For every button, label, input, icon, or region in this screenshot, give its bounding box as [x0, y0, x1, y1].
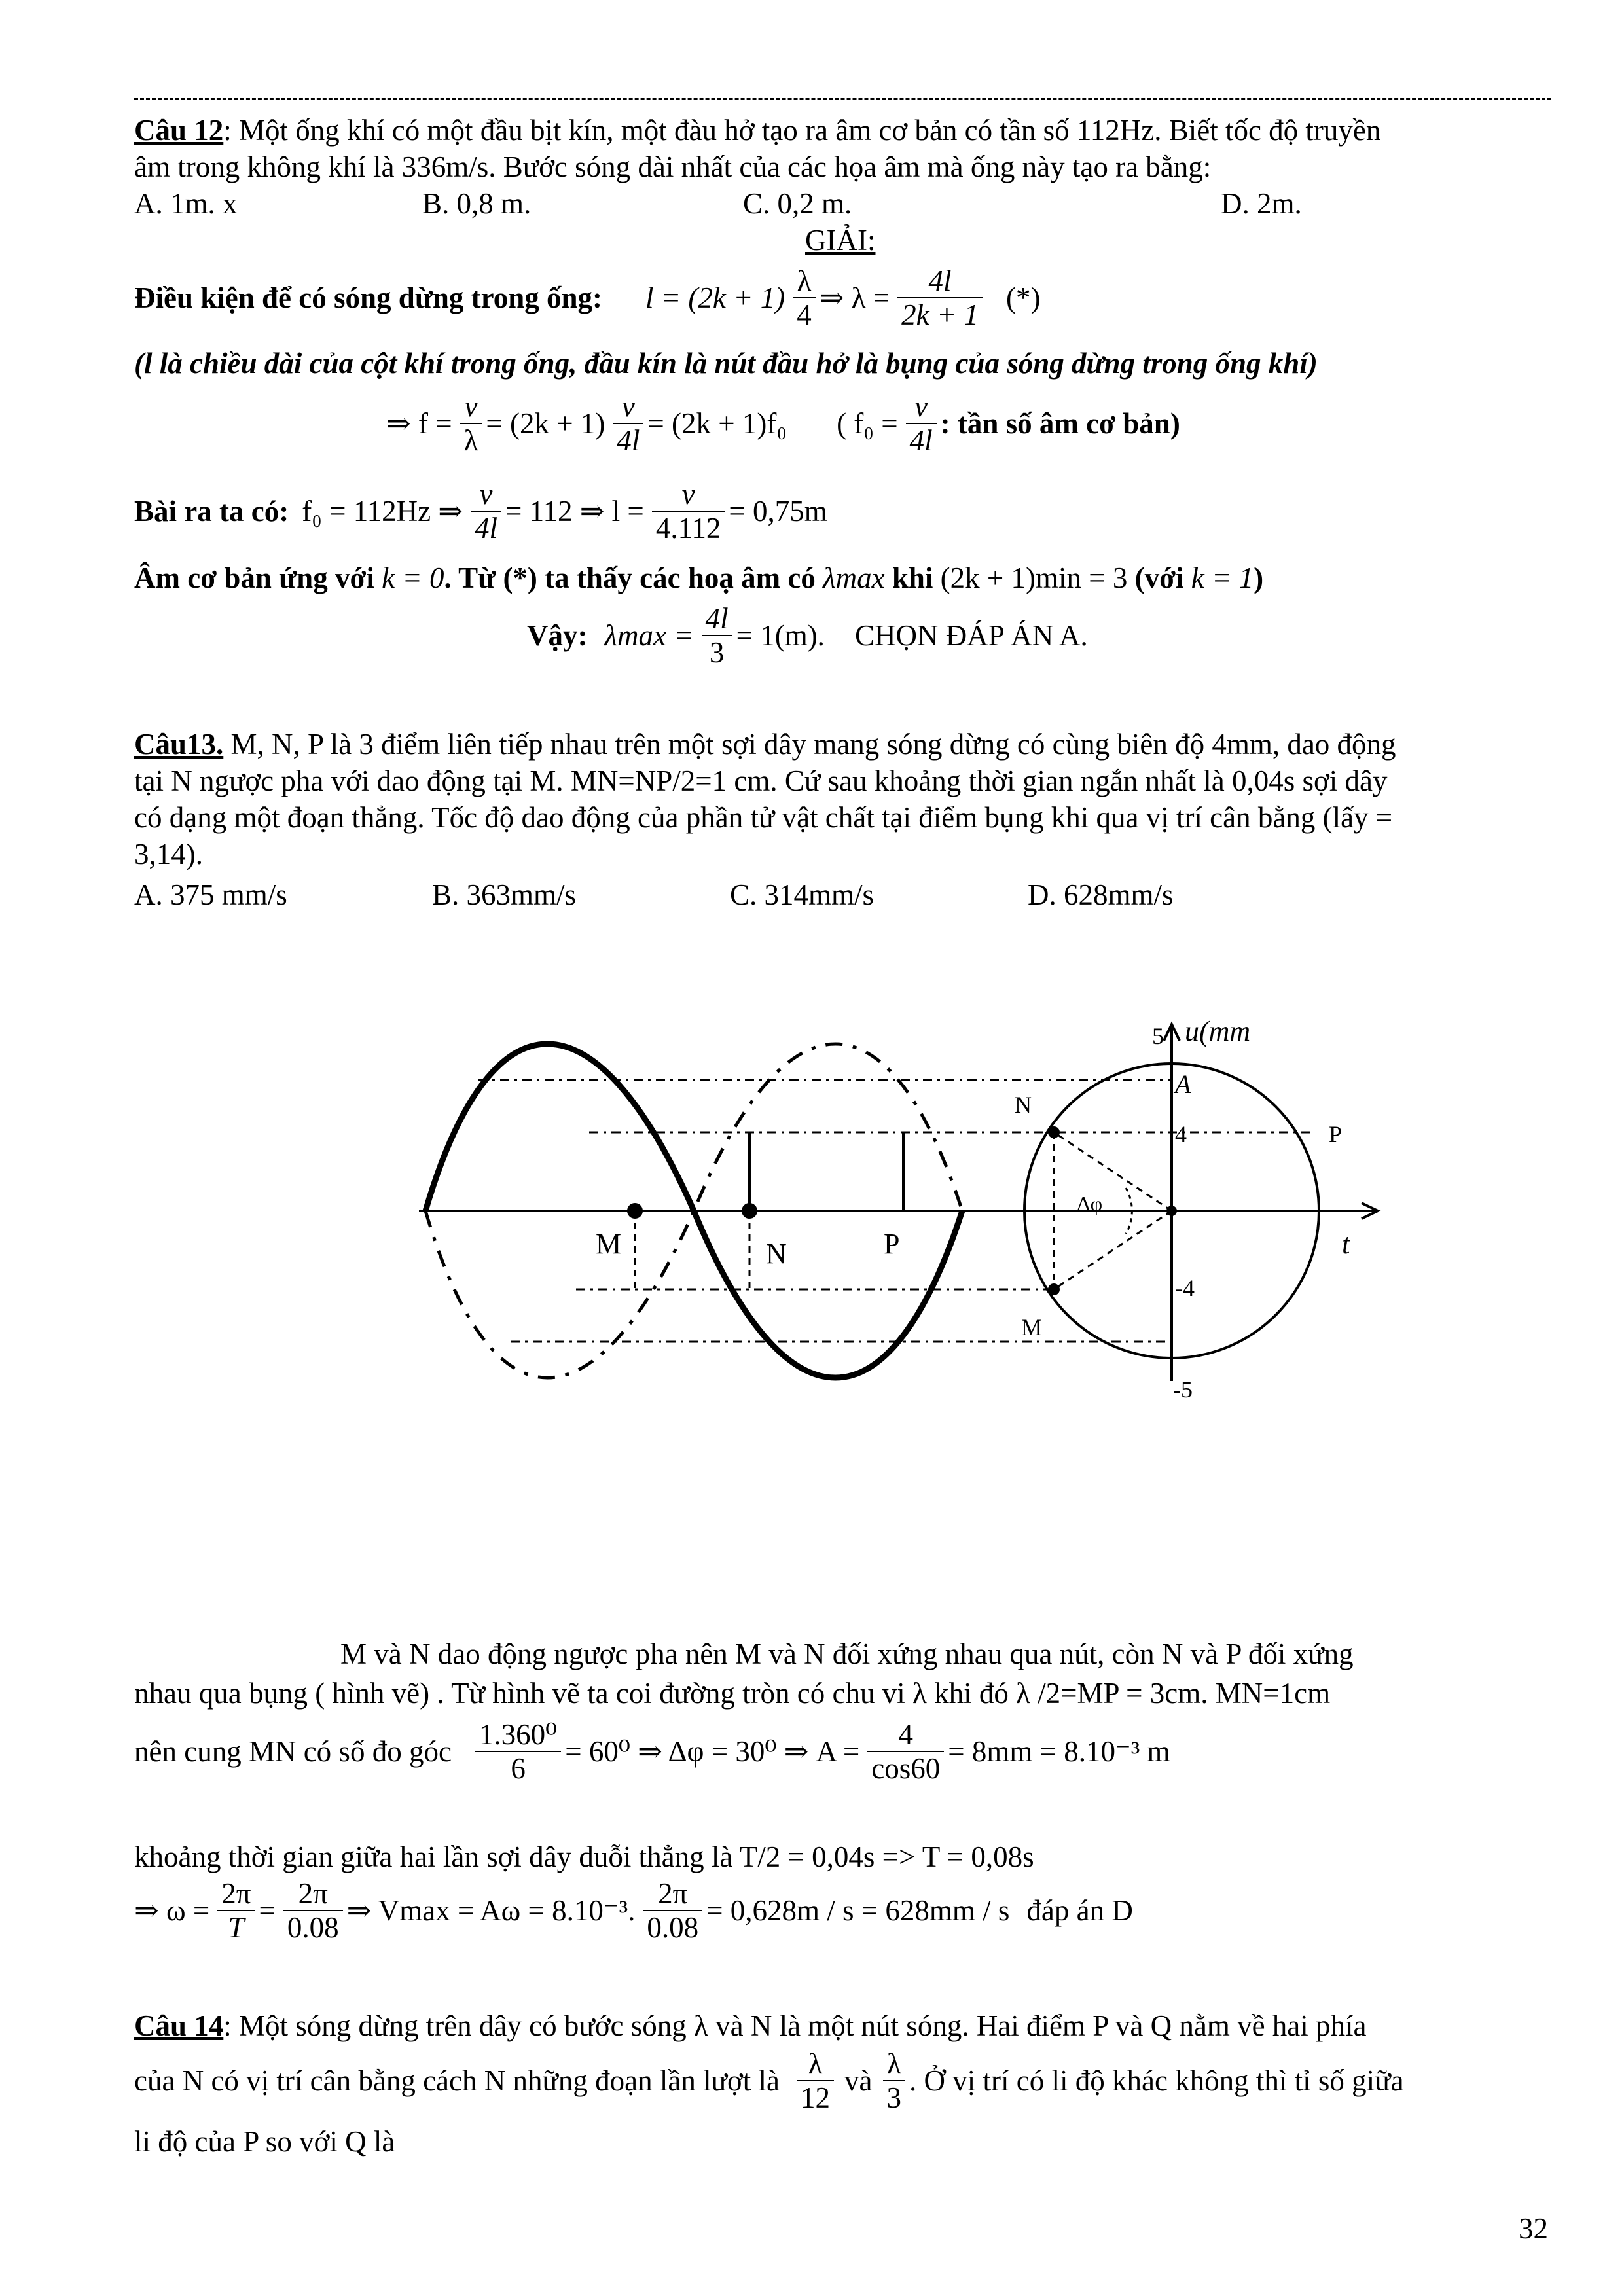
num: v [613, 390, 643, 424]
den: 4.112 [655, 512, 721, 545]
den: 0.08 [287, 1911, 339, 1944]
radius-n [1054, 1132, 1172, 1211]
circle-point-n [1048, 1126, 1060, 1138]
q13-option-a: A. 375 mm/s [134, 878, 287, 911]
circle-point-m [1048, 1283, 1060, 1295]
q12-chon: CHỌN ĐÁP ÁN A. [854, 619, 1088, 652]
den: T [228, 1911, 245, 1944]
label-t: t [1342, 1228, 1350, 1260]
circle-center [1166, 1206, 1177, 1216]
label-yneg5: -5 [1173, 1376, 1193, 1403]
q13-sol2: nhau qua bụng ( hình vẽ) . Từ hình vẽ ta coi đường tròn có chu vi λ khi đó λ /2=MP = 3cm. MN=1cm [134, 1677, 1331, 1710]
num: 2π [283, 1877, 343, 1911]
label-u: u(mm [1185, 1015, 1251, 1047]
q13-frac-2pi-008b [643, 1877, 702, 1944]
num: λ [793, 264, 816, 298]
top-dashed-rule [134, 98, 1551, 100]
q13-sol1: M và N dao động ngược pha nên M và N đối xứng nhau qua nút, còn N và P đối xứng [340, 1638, 1354, 1670]
q14-text2-pre: của N có vị trí cân bằng cách N những đoạn lần lượt là [134, 2064, 780, 2097]
q12-frac-lam-4 [793, 264, 816, 331]
den: 2k + 1 [901, 298, 979, 331]
num: 2π [643, 1877, 702, 1911]
den: λ [463, 424, 478, 457]
q13-option-c: C. 314mm/s [730, 878, 875, 911]
q12-f0-close: : tần số âm cơ bản) [940, 407, 1180, 440]
q12-frac-4l [897, 264, 983, 331]
q12-am-text2: . Từ (*) ta thấy các hoạ âm có [444, 562, 823, 594]
label-yneg4: -4 [1175, 1275, 1195, 1301]
q14-frac-12 [797, 2047, 834, 2114]
den: 0.08 [647, 1911, 699, 1944]
q12-frac-v-lam [460, 390, 482, 457]
den: 4l [475, 512, 498, 545]
den: 3 [886, 2081, 901, 2114]
q14-text1: : Một sóng dừng trên dây có bước sóng λ và N là một nút sóng. Hai điểm P và Q nằm về hai phía [223, 2009, 1367, 2042]
den: 12 [801, 2081, 831, 2114]
num: 1.360⁰ [475, 1718, 561, 1752]
q12-am-k1: k = 1 [1191, 562, 1254, 594]
q13-sol3-pre: nên cung MN có số đo góc [134, 1735, 452, 1768]
label-y4: 4 [1175, 1121, 1187, 1147]
q14-line1 [134, 2008, 1367, 2043]
q12-frac-f0 [906, 390, 937, 457]
q13-sol3-end: = 8mm = 8.10⁻³ m [948, 1735, 1170, 1768]
q12-option-c: C. 0,2 m. [743, 187, 852, 220]
q13-label: Câu13. [134, 728, 224, 761]
q13-sol5-pre: ⇒ ω = [134, 1894, 210, 1927]
q12-cond-eq2: ⇒ λ = [819, 281, 890, 314]
label-M: M [596, 1228, 622, 1260]
q13-sol3-mid: = 60⁰ ⇒ Δφ = 30⁰ ⇒ A = [565, 1735, 860, 1768]
den: 6 [511, 1752, 526, 1785]
q14-va: và [844, 2064, 873, 2097]
q12-am-text1: Âm cơ bản ứng với [134, 562, 382, 594]
q12-condition [134, 264, 1044, 331]
q12-bai-eq3: = 0,75m [729, 495, 827, 528]
den: 3 [709, 636, 725, 669]
num: 2π [217, 1877, 255, 1911]
q12-frac-vay [702, 602, 732, 669]
q13-frac-360 [475, 1718, 561, 1785]
q12-vay-label: Vậy: [527, 619, 588, 652]
q12-f-eq2: = (2k + 1) [486, 407, 605, 440]
q14-line2 [134, 2047, 1408, 2114]
q12-given [134, 478, 831, 545]
q13-option-d: D. 628mm/s [1028, 878, 1174, 911]
q12-am-lmax: λmax [823, 562, 885, 594]
num: λ [797, 2047, 834, 2081]
q12-frac-bai-v-4112 [652, 478, 725, 545]
q13-text1: M, N, P là 3 điểm liên tiếp nhau trên một sợi dây mang sóng dừng có cùng biên độ 4mm, dao động [223, 728, 1396, 761]
label-circle-n: N [1015, 1092, 1032, 1118]
q12-bai-label: Bài ra ta có: [134, 495, 289, 528]
q12-conclusion [527, 602, 1092, 669]
q12-vay-eq1: λmax = [604, 619, 694, 652]
q14-label: Câu 14 [134, 2009, 224, 2042]
q13-eq: = [259, 1894, 276, 1927]
label-circle-m: M [1021, 1314, 1043, 1340]
q14-frac-3 [883, 2047, 906, 2114]
num: v [652, 478, 725, 512]
num: v [460, 390, 482, 424]
q12-cond-label: Điều kiện để có sóng dừng trong ống: [134, 281, 603, 314]
q12-option-d: D. 2m. [1221, 187, 1302, 220]
q13-frac-cos [867, 1718, 944, 1785]
q13-sol5-end: = 0,628m / s = 628mm / s [706, 1894, 1010, 1927]
point-m [627, 1203, 643, 1219]
q12-f0-open: ( f₀ = [837, 407, 898, 440]
num: v [906, 390, 937, 424]
num: 4 [867, 1718, 944, 1752]
q12-giai: GIẢI: [805, 224, 876, 257]
q13-sol3 [134, 1718, 1174, 1785]
q12-frequency [386, 390, 1184, 457]
num: 4l [897, 264, 983, 298]
q12-f-eq1: ⇒ f = [386, 407, 452, 440]
page-number: 32 [1519, 2212, 1548, 2245]
q12-line1 [134, 113, 1380, 148]
q13-text4: 3,14). [134, 838, 203, 870]
q13-frac-2pi-008 [283, 1877, 343, 1944]
num: v [471, 478, 501, 512]
q12-am-close: ) [1254, 562, 1264, 594]
q12-text1: : Một ống khí có một đầu bịt kín, một đàu hở tạo ra âm cơ bản có tần số 112Hz. Biết tốc độ truyền [223, 114, 1381, 147]
q12-frac-bai-v-4l [471, 478, 501, 545]
den: 4 [797, 298, 812, 331]
q12-bai-eq1: f₀ = 112Hz ⇒ [302, 495, 463, 528]
point-n [742, 1203, 757, 1219]
q13-sol5 [134, 1877, 1137, 1944]
q12-option-a: A. 1m. x [134, 187, 238, 220]
label-N: N [766, 1238, 787, 1270]
q12-am-text3: khi [884, 562, 941, 594]
q12-am-text4: (với [1127, 562, 1191, 594]
label-P: P [884, 1228, 900, 1260]
q13-sol5-mid: ⇒ Vmax = Aω = 8.10⁻³. [346, 1894, 636, 1927]
q12-bai-eq2: = 112 ⇒ l = [505, 495, 644, 528]
q13-text2: tại N ngược pha với dao động tại M. MN=NP/2=1 cm. Cứ sau khoảng thời gian ngắn nhất là 0,04s sợi dây [134, 764, 1388, 797]
label-y5: 5 [1152, 1023, 1164, 1049]
label-dphi: Δφ [1077, 1192, 1103, 1215]
q12-f-eq3: = (2k + 1)f₀ [647, 407, 787, 440]
q12-am-k0: k = 0 [382, 562, 444, 594]
q12-frac-v-4l [613, 390, 643, 457]
q13-frac-2pi-T [217, 1877, 255, 1944]
den: 4l [617, 424, 640, 457]
q14-text3: li độ của P so với Q là [134, 2125, 395, 2158]
den: 4l [909, 424, 933, 457]
q12-cond-eq1: l = (2k + 1) [645, 281, 785, 314]
num: λ [883, 2047, 906, 2081]
q13-sol4: khoảng thời gian giữa hai lần sợi dây duỗi thẳng là T/2 = 0,04s => T = 0,08s [134, 1840, 1034, 1873]
q12-text2: âm trong không khí là 336m/s. Bước sóng dài nhất của các họa âm mà ống này tạo ra bằng: [134, 151, 1212, 183]
q13-answer: đáp án D [1026, 1894, 1133, 1927]
num: 4l [702, 602, 732, 636]
den: cos60 [871, 1752, 941, 1785]
standing-wave-figure [393, 1008, 1401, 1414]
q12-am-line [134, 560, 1263, 596]
q12-label: Câu 12 [134, 114, 224, 147]
q12-note: (l là chiều dài của cột khí trong ống, đầu kín là nút đầu hở là bụng của sóng dừng trong ống khí) [134, 347, 1318, 380]
q13-option-b: B. 363mm/s [432, 878, 577, 911]
q14-text2-post: . Ở vị trí có li độ khác không thì tỉ số giữa [909, 2064, 1404, 2097]
q13-text3: có dạng một đoạn thẳng. Tốc độ dao động của phần tử vật chất tại điểm bụng khi qua vị trí cân bằng (lấy = [134, 801, 1393, 834]
q12-option-b: B. 0,8 m. [422, 187, 532, 220]
label-A: A [1175, 1069, 1191, 1099]
q12-am-eq: (2k + 1)min = 3 [940, 562, 1128, 594]
q12-vay-eq2: = 1(m). [736, 619, 825, 652]
label-circle-p: P [1329, 1121, 1343, 1147]
q13-line1 [134, 726, 1396, 762]
q12-star: (*) [1005, 281, 1041, 314]
radius-m [1054, 1211, 1172, 1289]
